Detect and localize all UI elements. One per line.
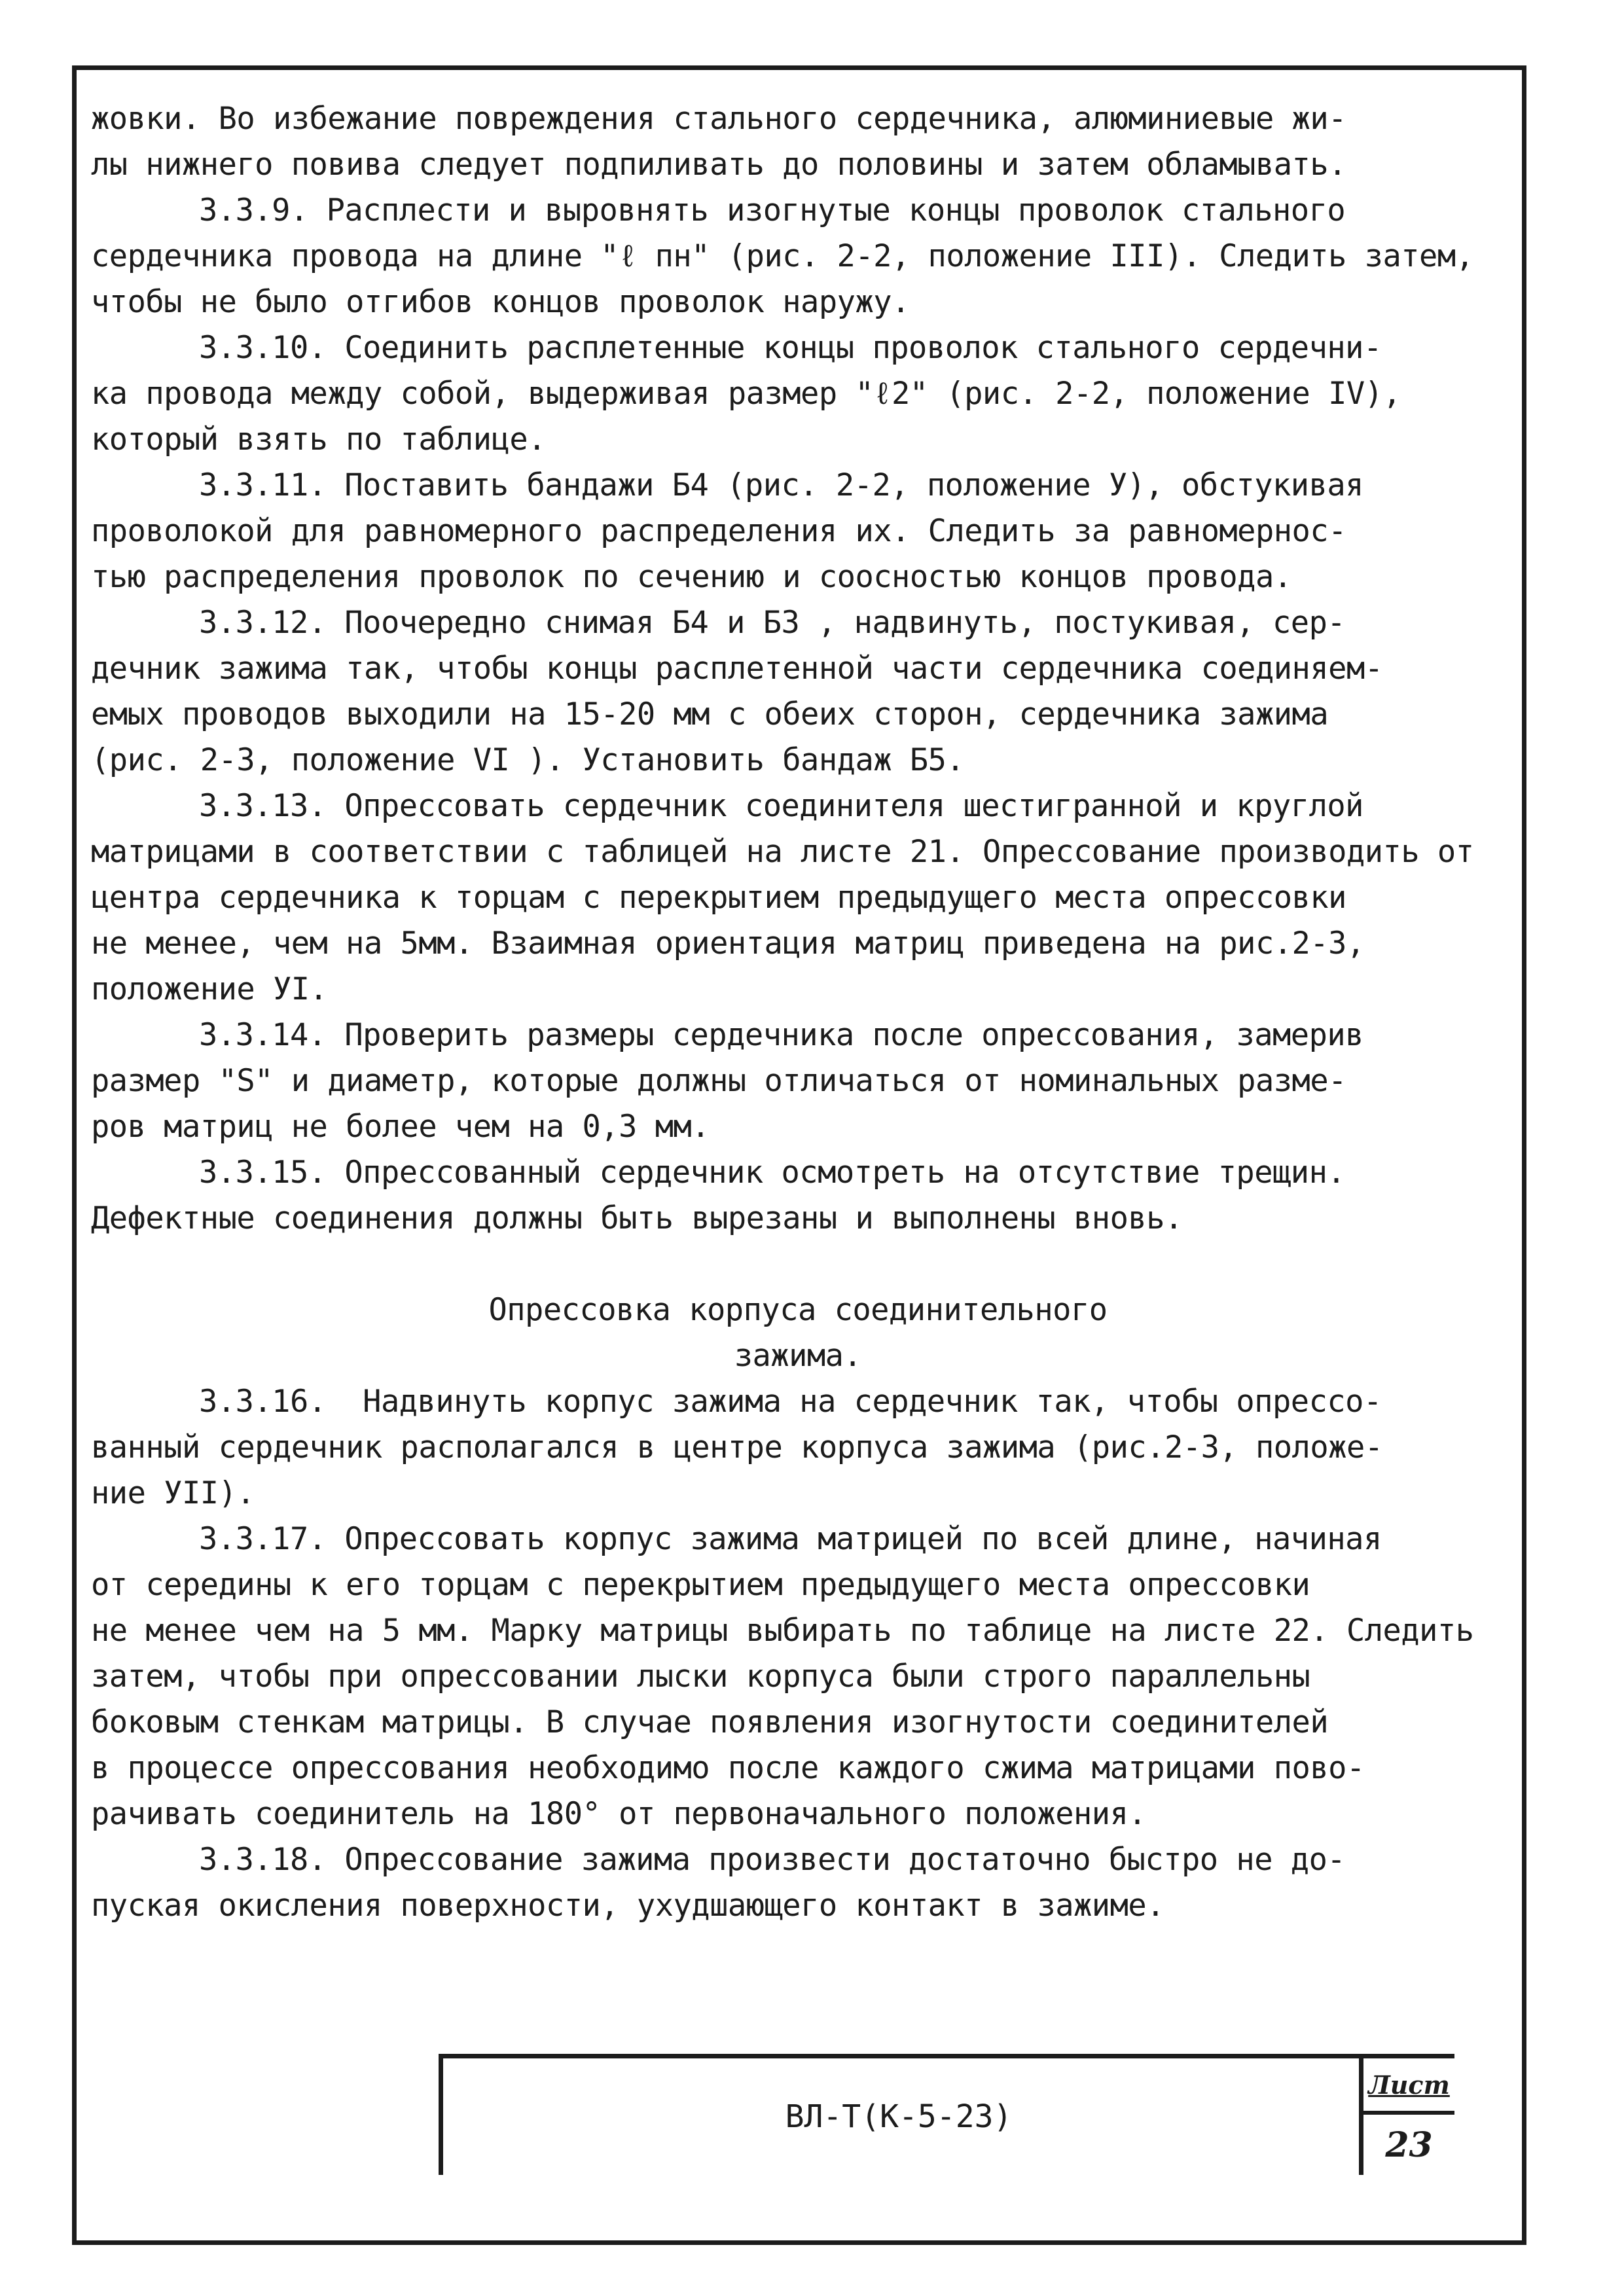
text-line: центра сердечника к торцам с перекрытием предыдущего места опрессовки (91, 880, 1346, 916)
text-line: лы нижнего повива следует подпиливать до половины и затем обламывать. (91, 147, 1346, 183)
text-line: от середины к его торцам с перекрытием предыдущего места опрессовки (91, 1567, 1310, 1603)
section-heading: Опрессовка корпуса соединительного (488, 1292, 1108, 1328)
document-sheet (72, 65, 1526, 2245)
text-line: чтобы не было отгибов концов проволок наружу. (91, 284, 910, 320)
text-line: (рис. 2-3, положение VI ). Установить бандаж Б5. (91, 742, 965, 778)
title-block (439, 2054, 1454, 2175)
text-line: ние УII). (91, 1475, 255, 1511)
text-line: тью распределения проволок по сечению и соосностью концов провода. (91, 559, 1292, 595)
paragraph-3-3-17: 3.3.17. Опрессовать корпус зажима матрицей по всей длине, начиная (199, 1521, 1382, 1557)
text-line: боковым стенкам матрицы. В случае появления изогнутости соединителей (91, 1704, 1329, 1740)
text-line: матрицами в соответствии с таблицей на листе 21. Опрессование производить от (91, 834, 1474, 870)
text-line: затем, чтобы при опрессовании лыски корпуса были строго параллельны (91, 1659, 1310, 1695)
text-line: емых проводов выходили на 15-20 мм с обеих сторон, сердечника зажима (91, 696, 1329, 732)
paragraph-3-3-11: 3.3.11. Поставить бандажи Б4 (рис. 2-2, положение У), обстукивая (199, 467, 1363, 503)
document-code: ВЛ-Т(К-5-23) (785, 2098, 1013, 2135)
paragraph-3-3-13: 3.3.13. Опрессовать сердечник соединителя шестигранной и круглой (199, 788, 1363, 824)
paragraph-3-3-15: 3.3.15. Опрессованный сердечник осмотреть на отсутствие трещин. (199, 1155, 1346, 1191)
sheet-label: Лист (1363, 2058, 1454, 2115)
text-line: дечник зажима так, чтобы концы расплетенной части сердечника соединяем- (91, 651, 1383, 687)
text-line: Дефектные соединения должны быть вырезаны и выполнены вновь. (91, 1200, 1183, 1236)
text-line: ров матриц не более чем на 0,3 мм. (91, 1109, 710, 1145)
paragraph-3-3-9: 3.3.9. Расплести и выровнять изогнутые концы проволок стального (199, 192, 1346, 228)
spacer (91, 1242, 1505, 1287)
section-heading: зажима. (734, 1338, 862, 1374)
text-line: рачивать соединитель на 180° от первоначального положения. (91, 1796, 1147, 1832)
text-line: сердечника провода на длине "ℓ пн" (рис. 2-2, положение III). Следить затем, (91, 238, 1474, 274)
text-line: жовки. Во избежание повреждения стального сердечника, алюминиевые жи- (91, 101, 1346, 137)
text-line: положение УI. (91, 971, 328, 1007)
text-line: размер "S" и диаметр, которые должны отличаться от номинальных разме- (91, 1063, 1346, 1099)
paragraph-3-3-14: 3.3.14. Проверить размеры сердечника после опрессования, замерив (199, 1017, 1363, 1053)
text-line: не менее, чем на 5мм. Взаимная ориентация матриц приведена на рис.2-3, (91, 925, 1365, 961)
text-line: не менее чем на 5 мм. Марку матрицы выбирать по таблице на листе 22. Следить (91, 1613, 1474, 1649)
paragraph-3-3-16: 3.3.16. Надвинуть корпус зажима на сердечник так, чтобы опрессо- (199, 1384, 1382, 1420)
text-line: пуская окисления поверхности, ухудшающего контакт в зажиме. (91, 1888, 1164, 1924)
text-line: в процессе опрессования необходимо после каждого сжима матрицами пово- (91, 1750, 1365, 1786)
text-line: ка провода между собой, выдерживая размер "ℓ2" (рис. 2-2, положение IV), (91, 376, 1401, 412)
paragraph-3-3-12: 3.3.12. Поочередно снимая Б4 и Б3 , надвинуть, постукивая, сер- (199, 605, 1346, 641)
text-line: который взять по таблице. (91, 422, 546, 457)
sheet-number-cell (1359, 2058, 1454, 2175)
text-line: проволокой для равномерного распределения их. Следить за равномернос- (91, 513, 1346, 549)
sheet-number: 23 (1385, 2125, 1433, 2165)
paragraph-3-3-18: 3.3.18. Опрессование зажима произвести достаточно быстро не до- (199, 1842, 1346, 1878)
text-line: ванный сердечник располагался в центре корпуса зажима (рис.2-3, положе- (91, 1429, 1383, 1465)
paragraph-3-3-10: 3.3.10. Соединить расплетенные концы проволок стального сердечни- (199, 330, 1382, 366)
document-body (91, 96, 1505, 1929)
